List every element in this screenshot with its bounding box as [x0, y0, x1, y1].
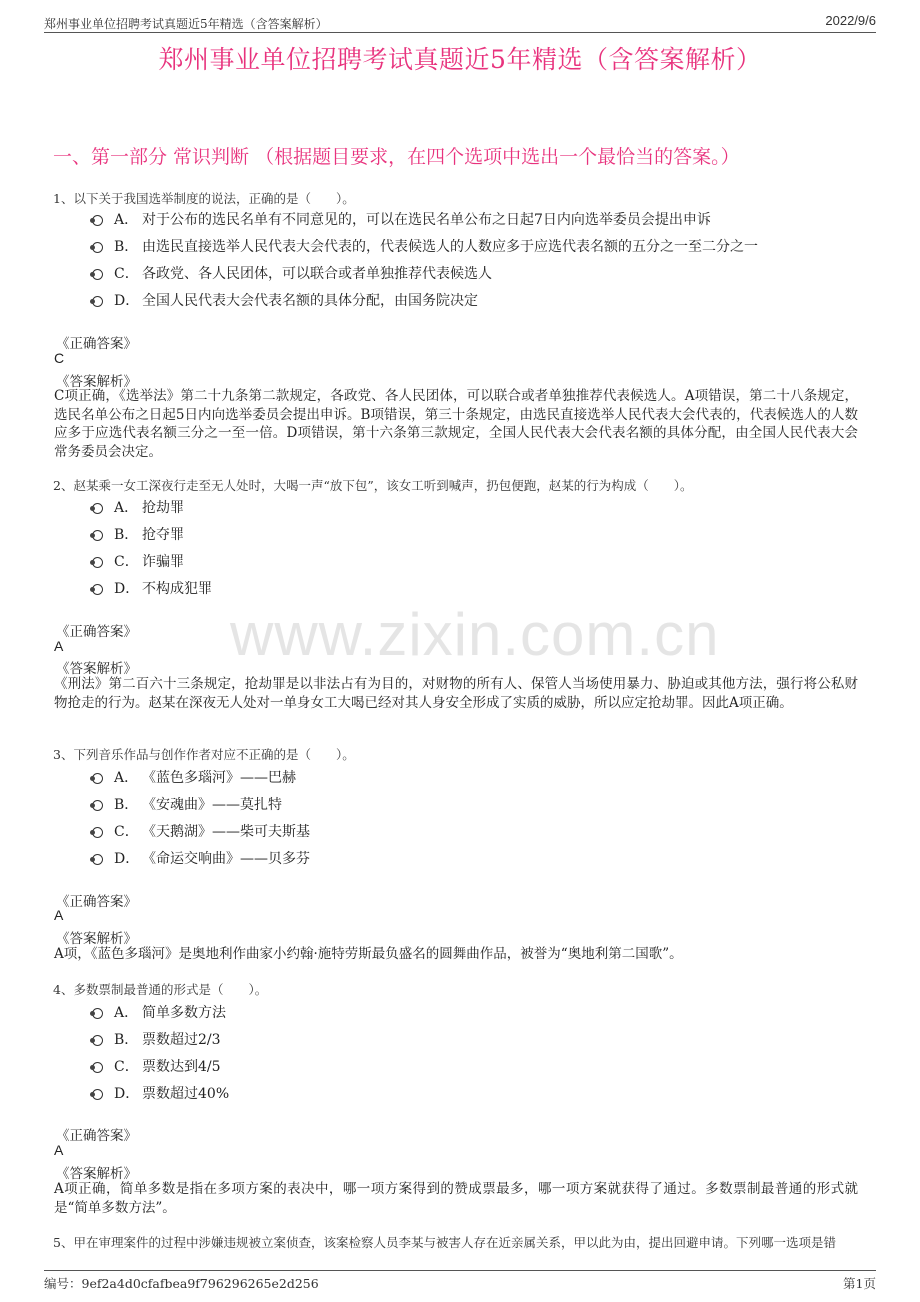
- option-letter: D．: [114, 851, 140, 867]
- radio-icon[interactable]: [92, 1035, 103, 1046]
- option-letter: B．: [114, 527, 139, 543]
- option-letter: B．: [114, 1032, 139, 1048]
- header-title: 郑州事业单位招聘考试真题近5年精选（含答案解析）: [44, 17, 328, 31]
- option-letter: B．: [114, 797, 139, 813]
- radio-icon[interactable]: [92, 296, 103, 307]
- option-text: 抢劫罪: [142, 500, 184, 516]
- explanation-label: 《答案解析》: [56, 1166, 137, 1182]
- radio-icon[interactable]: [92, 1062, 103, 1073]
- document-code: 编号：9ef2a4d0cfafbea9f796296265e2d256: [44, 1276, 319, 1291]
- question-stem: 1、以下关于我国选举制度的说法，正确的是（ ）。: [53, 191, 355, 206]
- radio-icon[interactable]: [92, 854, 103, 865]
- question-stem: 3、下列音乐作品与创作作者对应不正确的是（ ）。: [53, 747, 355, 762]
- option-letter: D．: [114, 293, 140, 309]
- radio-icon[interactable]: [92, 215, 103, 226]
- answer-value: C: [54, 350, 65, 366]
- answer-label: 《正确答案》: [56, 336, 137, 352]
- page-header: [44, 12, 876, 33]
- radio-icon[interactable]: [92, 557, 103, 568]
- radio-icon[interactable]: [92, 827, 103, 838]
- option-text: 抢夺罪: [142, 527, 184, 543]
- option-text: 简单多数方法: [142, 1005, 226, 1021]
- option-text: 《命运交响曲》——贝多芬: [142, 851, 310, 867]
- section-heading: 一、第一部分 常识判断 （根据题目要求，在四个选项中选出一个最恰当的答案。）: [53, 146, 740, 168]
- page-number: 第1页: [843, 1276, 876, 1291]
- explanation-text: A项，《蓝色多瑙河》是奥地利作曲家小约翰·施特劳斯最负盛名的圆舞曲作品，被誉为“奥地利第二国歌”。: [54, 946, 683, 962]
- explanation-label: 《答案解析》: [56, 374, 137, 390]
- option-text: 《天鹅湖》——柴可夫斯基: [142, 824, 310, 840]
- radio-icon[interactable]: [92, 269, 103, 280]
- header-date: 2022/9/6: [825, 13, 876, 28]
- document-title: 郑州事业单位招聘考试真题近5年精选（含答案解析）: [158, 45, 762, 74]
- option-letter: A．: [114, 500, 139, 516]
- option-text: 对于公布的选民名单有不同意见的，可以在选民名单公布之日起7日内向选举委员会提出申诉: [142, 212, 711, 228]
- option-text: 《蓝色多瑙河》——巴赫: [142, 770, 296, 786]
- radio-icon[interactable]: [92, 1008, 103, 1019]
- option-letter: A．: [114, 212, 139, 228]
- option-letter: D．: [114, 1086, 140, 1102]
- option-text: 各政党、各人民团体，可以联合或者单独推荐代表候选人: [142, 266, 492, 282]
- answer-value: A: [54, 638, 64, 654]
- answer-label: 《正确答案》: [56, 894, 137, 910]
- radio-icon[interactable]: [92, 800, 103, 811]
- watermark: www.zixin.com.cn: [230, 601, 720, 668]
- page-footer: [44, 1270, 876, 1291]
- question-stem: 4、多数票制最普通的形式是（ ）。: [53, 982, 268, 997]
- option-text: 全国人民代表大会代表名额的具体分配，由国务院决定: [142, 293, 478, 309]
- option-letter: C．: [114, 824, 139, 840]
- option-letter: C．: [114, 1059, 139, 1075]
- explanation-text: A项正确，简单多数是指在多项方案的表决中，哪一项方案得到的赞成票最多，哪一项方案就获得了通过。多数票制最普通的形式就是“简单多数方法”。: [54, 1181, 858, 1216]
- explanation-text: 《刑法》第二百六十三条规定，抢劫罪是以非法占有为目的，对财物的所有人、保管人当场使用暴力、胁迫或其他方法，强行将公私财物抢走的行为。赵某在深夜无人处对一单身女工大喝已经对其人身安全形成了实质的威胁，所以应定抢劫罪。因此A项正确。: [54, 676, 858, 711]
- question-stem: 2、赵某乘一女工深夜行走至无人处时，大喝一声“放下包”，该女工听到喊声，扔包便跑，赵某的行为构成（ ）。: [53, 478, 693, 493]
- radio-icon[interactable]: [92, 773, 103, 784]
- answer-label: 《正确答案》: [56, 1128, 137, 1144]
- radio-icon[interactable]: [92, 503, 103, 514]
- radio-icon[interactable]: [92, 1089, 103, 1100]
- question-stem: 5、甲在审理案件的过程中涉嫌违规被立案侦查，该案检察人员李某与被害人存在近亲属关系，甲以此为由，提出回避申请。下列哪一选项是错: [53, 1235, 836, 1250]
- option-text: 票数超过40%: [142, 1086, 230, 1102]
- answer-value: A: [54, 1142, 64, 1158]
- option-letter: A．: [114, 770, 139, 786]
- answer-value: A: [54, 907, 64, 923]
- option-text: 不构成犯罪: [142, 581, 212, 597]
- option-letter: A．: [114, 1005, 139, 1021]
- option-letter: B．: [114, 239, 139, 255]
- explanation-text: C项正确，《选举法》第二十九条第二款规定，各政党、各人民团体，可以联合或者单独推荐代表候选人。A项错误，第二十八条规定，选民名单公布之日起5日内向选举委员会提出申诉。B项错误，第三十条规定，由选民直接选举人民代表大会代表的，代表候选人的人数应多于应选代表名额三分之一至一倍。D项错误，第十六条第三款规定，全国人民代表大会代表名额的具体分配，由全国人民代表大会常务委员会决定。: [54, 388, 858, 460]
- option-text: 《安魂曲》——莫扎特: [142, 797, 282, 813]
- radio-icon[interactable]: [92, 242, 103, 253]
- option-text: 票数达到4/5: [142, 1059, 221, 1075]
- option-letter: C．: [114, 554, 139, 570]
- option-text: 诈骗罪: [142, 554, 184, 570]
- radio-icon[interactable]: [92, 584, 103, 595]
- explanation-label: 《答案解析》: [56, 661, 137, 677]
- option-letter: C．: [114, 266, 139, 282]
- option-text: 由选民直接选举人民代表大会代表的，代表候选人的人数应多于应选代表名额的五分之一至二分之一: [142, 239, 758, 255]
- explanation-label: 《答案解析》: [56, 931, 137, 947]
- radio-icon[interactable]: [92, 530, 103, 541]
- answer-label: 《正确答案》: [56, 624, 137, 640]
- option-text: 票数超过2/3: [142, 1032, 221, 1048]
- option-letter: D．: [114, 581, 140, 597]
